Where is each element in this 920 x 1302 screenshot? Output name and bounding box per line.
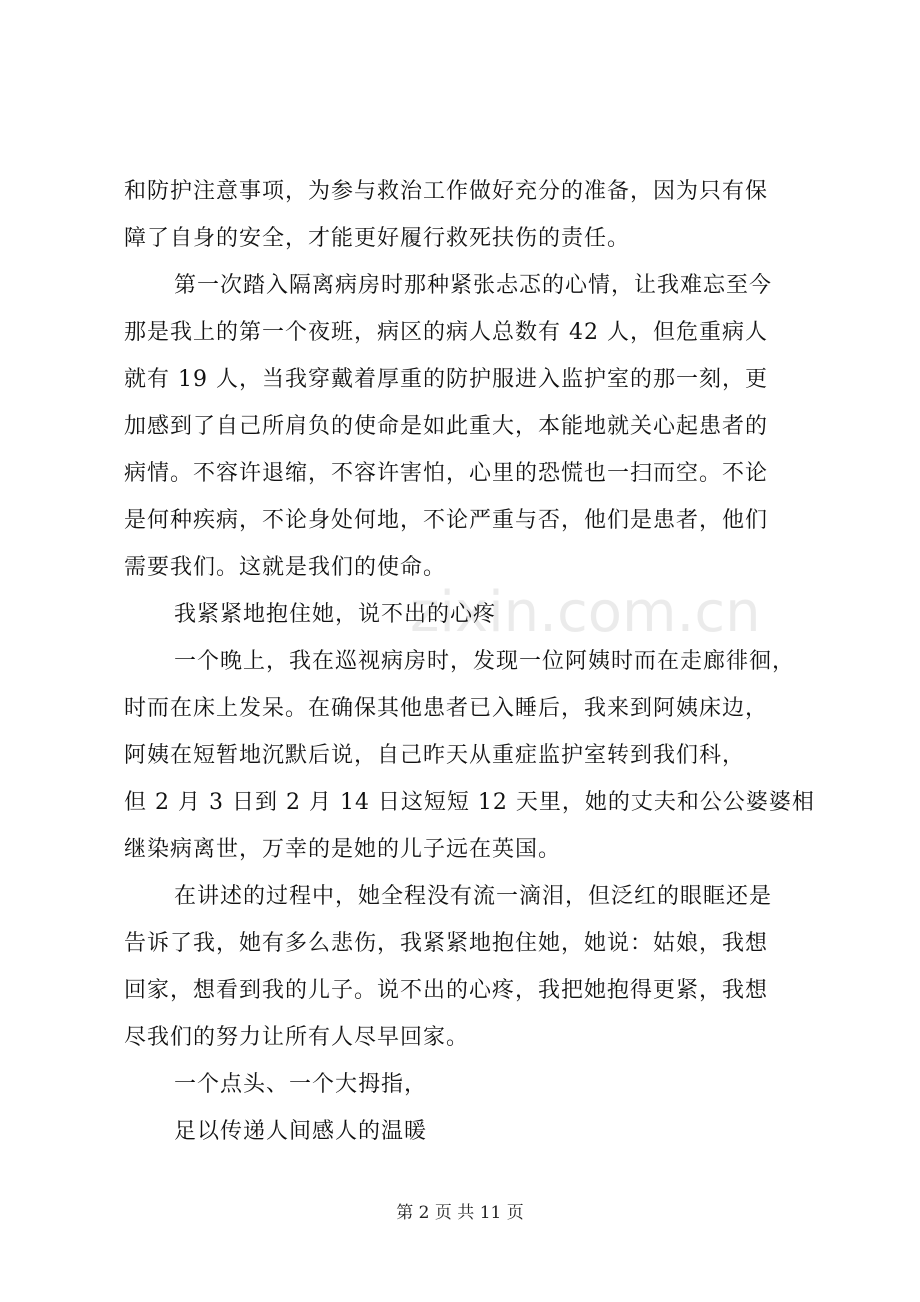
- body-text: [124, 168, 814, 1155]
- text-line: 加感到了自己所肩负的使命是如此重大，本能地就关心起患者的: [124, 414, 769, 439]
- text-line: 那是我上的第一个夜班，病区的病人总数有 42 人，但危重病人: [124, 320, 768, 345]
- text-line: 是何种疾病，不论身处何地，不论严重与否，他们是患者，他们: [124, 508, 769, 533]
- section-heading: 足以传递人间感人的温暖: [174, 1119, 428, 1144]
- section-heading: 一个点头、一个大拇指，: [174, 1072, 428, 1097]
- text-line: 尽我们的努力让所有人尽早回家。: [124, 1025, 470, 1050]
- text-line: 阿姨在短暂地沉默后说，自己昨天从重症监护室转到我们科，: [124, 743, 746, 768]
- text-line: 和防护注意事项，为参与救治工作做好充分的准备，因为只有保: [124, 179, 769, 204]
- text-line: 告诉了我，她有多么悲伤，我紧紧地抱住她，她说：姑娘，我想: [124, 931, 769, 956]
- text-line: 继染病离世，万幸的是她的儿子远在英国。: [124, 837, 562, 862]
- text-line: 一个晚上，我在巡视病房时，发现一位阿姨时而在走廊徘徊，: [174, 649, 796, 674]
- page-footer: 第 2 页 共 11 页: [396, 1203, 524, 1223]
- watermark: zixin.com.cn: [410, 580, 761, 645]
- text-line: 但 2 月 3 日到 2 月 14 日这短短 12 天里，她的丈夫和公公婆婆相: [124, 790, 815, 815]
- text-line: 就有 19 人，当我穿戴着厚重的防护服进入监护室的那一刻，更: [124, 367, 768, 392]
- text-line: 第一次踏入隔离病房时那种紧张忐忑的心情，让我难忘至今: [174, 273, 773, 298]
- section-heading: 我紧紧地抱住她，说不出的心疼: [174, 602, 497, 627]
- text-line: 时而在床上发呆。在确保其他患者已入睡后，我来到阿姨床边，: [124, 696, 769, 721]
- text-line: 回家，想看到我的儿子。说不出的心疼，我把她抱得更紧，我想: [124, 978, 769, 1003]
- text-line: 在讲述的过程中，她全程没有流一滴泪，但泛红的眼眶还是: [174, 884, 773, 909]
- text-line: 需要我们。这就是我们的使命。: [124, 555, 447, 580]
- text-line: 障了自身的安全，才能更好履行救死扶伤的责任。: [124, 226, 631, 251]
- text-line: 病情。不容许退缩，不容许害怕，心里的恐慌也一扫而空。不论: [124, 461, 769, 486]
